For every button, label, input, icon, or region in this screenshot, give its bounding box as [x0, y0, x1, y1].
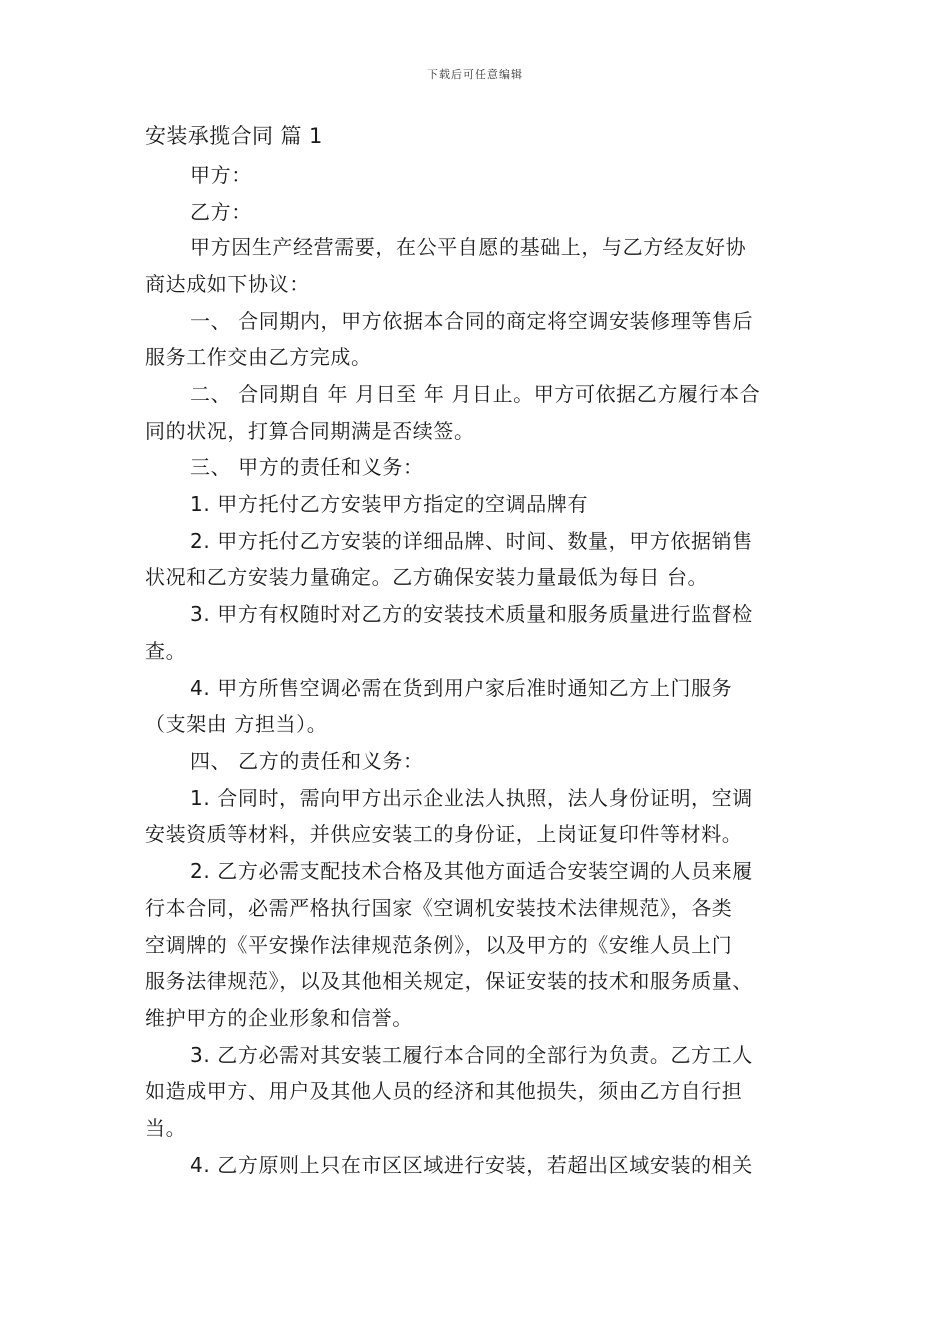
party-b-line: 乙方：: [190, 200, 252, 224]
paragraph-line: 服务法律规范》，以及其他相关规定，保证安装的技术和服务质量、: [145, 969, 753, 993]
paragraph-line: 商达成如下协议：: [145, 272, 310, 296]
paragraph-line: 状况和乙方安装力量确定。乙方确保安装力量最低为每日 台。: [145, 565, 709, 589]
paragraph-line: （支架由 方担当）。: [145, 712, 328, 736]
page-header: 下载后可任意编辑: [427, 68, 523, 81]
section-heading: 四、 乙方的责任和义务：: [190, 749, 424, 773]
paragraph-line: 当。: [145, 1116, 187, 1140]
paragraph-line: 3. 甲方有权随时对乙方的安装技术质量和服务质量进行监督检: [190, 602, 753, 626]
paragraph-line: 查。: [145, 639, 187, 663]
paragraph-line: 2. 乙方必需支配技术合格及其他方面适合安装空调的人员来履: [190, 859, 753, 883]
paragraph-line: 4. 乙方原则上只在市区区域进行安装，若超出区域安装的相关: [190, 1153, 753, 1177]
paragraph-line: 3. 乙方必需对其安装工履行本合同的全部行为负责。乙方工人: [190, 1043, 753, 1067]
paragraph-line: 安装资质等材料，并供应安装工的身份证，上岗证复印件等材料。: [145, 822, 743, 846]
paragraph-line: 2. 甲方托付乙方安装的详细品牌、时间、数量，甲方依据销售: [190, 529, 753, 553]
paragraph-line: 服务工作交由乙方完成。: [145, 345, 372, 369]
paragraph-line: 行本合同，必需严格执行国家《空调机安装技术法律规范》，各类: [145, 896, 733, 920]
paragraph-line: 一、 合同期内，甲方依据本合同的商定将空调安装修理等售后: [190, 309, 754, 333]
paragraph-line: 甲方因生产经营需要，在公平自愿的基础上，与乙方经友好协: [190, 235, 747, 259]
section-heading: 三、 甲方的责任和义务：: [190, 455, 424, 479]
party-a-line: 甲方：: [190, 163, 252, 187]
paragraph-line: 如造成甲方、用户及其他人员的经济和其他损失，须由乙方自行担: [145, 1079, 743, 1103]
paragraph-line: 同的状况，打算合同期满是否续签。: [145, 419, 475, 443]
paragraph-line: 空调牌的《平安操作法律规范条例》，以及甲方的《安维人员上门: [145, 933, 733, 957]
paragraph-line: 1. 甲方托付乙方安装甲方指定的空调品牌有: [190, 492, 589, 516]
paragraph-line: 1. 合同时，需向甲方出示企业法人执照，法人身份证明，空调: [190, 786, 753, 810]
document-title: 安装承揽合同 篇 1: [145, 124, 323, 148]
paragraph-line: 二、 合同期自 年 月日至 年 月日止。甲方可依据乙方履行本合: [190, 382, 761, 406]
paragraph-line: 维护甲方的企业形象和信誉。: [145, 1006, 413, 1030]
paragraph-line: 4. 甲方所售空调必需在货到用户家后准时通知乙方上门服务: [190, 676, 733, 700]
